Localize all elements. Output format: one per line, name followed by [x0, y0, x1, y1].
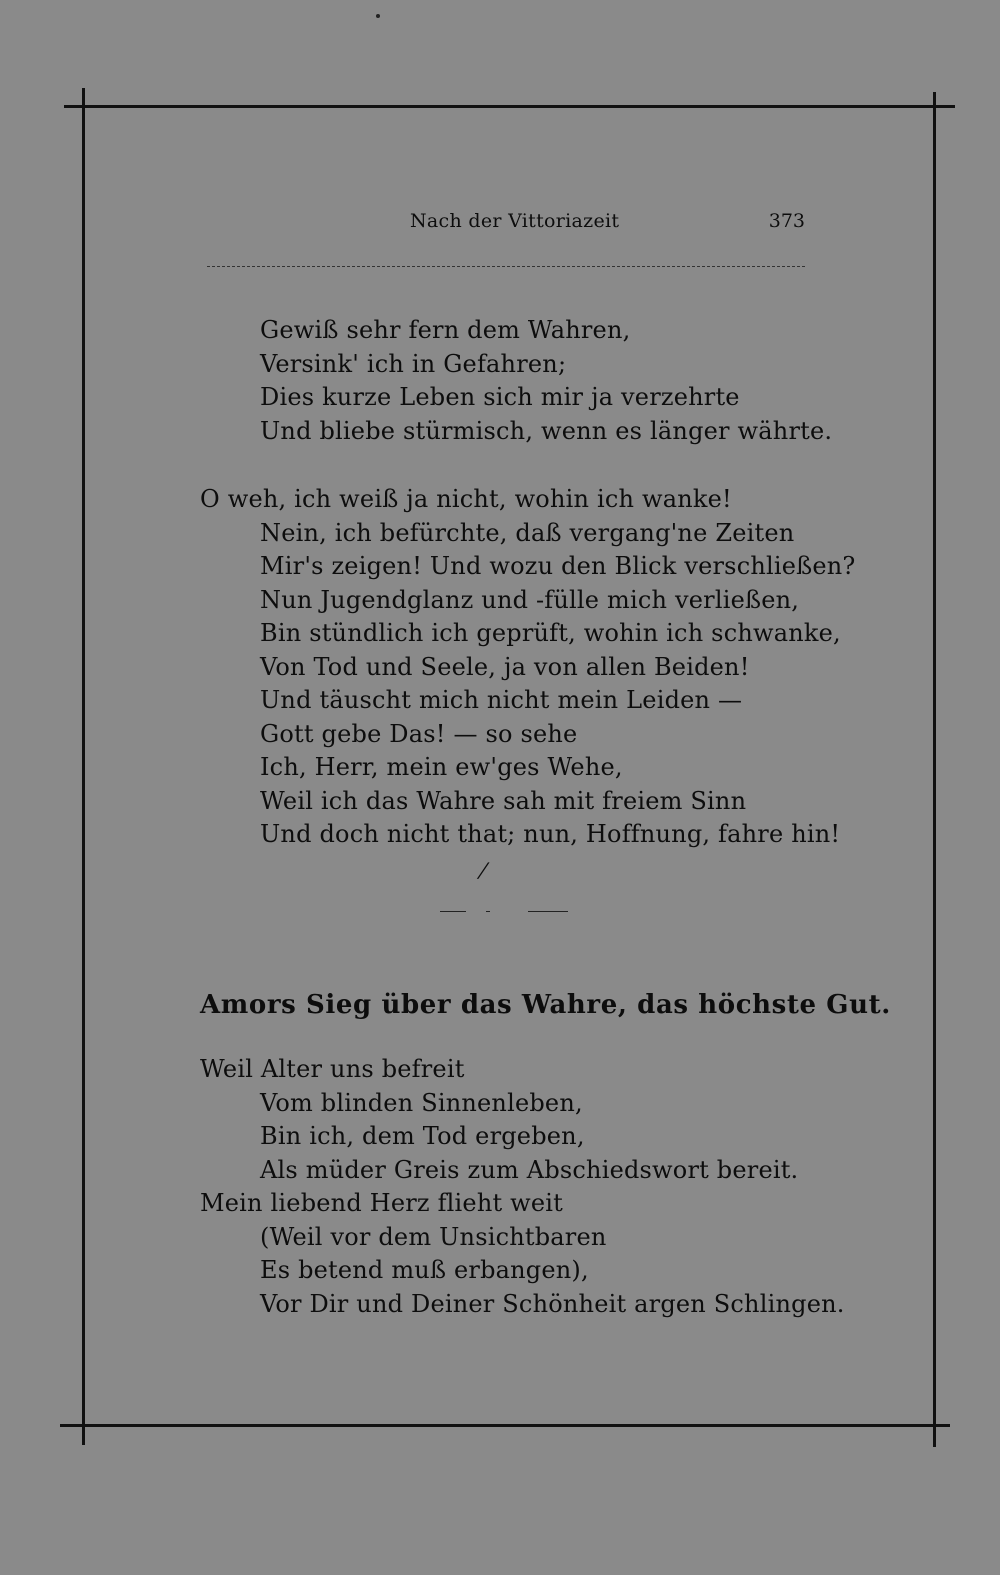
verse-line: (Weil vor dem Unsichtbaren [260, 1222, 607, 1251]
verse-line: Vor Dir und Deiner Schönheit argen Schlingen. [260, 1289, 845, 1318]
verse-line: Bin ich, dem Tod ergeben, [260, 1122, 585, 1150]
frame-top-rule [64, 105, 955, 108]
verse-line: Bin stündlich ich geprüft, wohin ich schwanke, [260, 619, 841, 647]
verse-line: Gott gebe Das! — so sehe [260, 719, 578, 748]
verse-line: Mir's zeigen! Und wozu den Blick verschließen? [260, 552, 856, 580]
verse-line: Gewiß sehr fern dem Wahren, [260, 316, 631, 344]
frame-right-rule [933, 92, 936, 1447]
verse-line: Und bliebe stürmisch, wenn es länger währte. [260, 416, 833, 445]
verse-line: Dies kurze Leben sich mir ja verzehrte [260, 383, 740, 411]
section-ornament-left [440, 911, 466, 912]
verse-line: Von Tod und Seele, ja von allen Beiden! [260, 652, 750, 681]
speck [376, 14, 380, 18]
verse-line: O weh, ich weiß ja nicht, wohin ich wanke! [200, 485, 732, 513]
verse-line: Versink' ich in Gefahren; [260, 349, 567, 378]
frame-bottom-rule [60, 1424, 950, 1427]
verse-line: Vom blinden Sinnenleben, [260, 1088, 583, 1117]
verse-line: Weil Alter uns befreit [200, 1055, 465, 1083]
stanza-3 [200, 1053, 845, 1321]
verse-line: Ich, Herr, mein ew'ges Wehe, [260, 753, 623, 781]
page-number: 373 [768, 210, 805, 232]
verse-line: Und doch nicht that; nun, Hoffnung, fahre hin! [260, 820, 841, 848]
running-title: Nach der Vittoriazeit [410, 210, 620, 232]
verse-line: Weil ich das Wahre sah mit freiem Sinn [260, 786, 747, 815]
stray-mark: / [475, 858, 492, 882]
frame-left-rule [82, 88, 85, 1445]
stanza-2 [200, 483, 856, 852]
poem-title: Amors Sieg über das Wahre, das höchste Gut. [200, 990, 891, 1020]
running-head [205, 210, 805, 240]
verse-line: Mein liebend Herz flieht weit [200, 1189, 564, 1217]
section-ornament-right [528, 911, 568, 912]
stanza-1 [200, 314, 840, 448]
verse-line: Und täuscht mich nicht mein Leiden — [260, 686, 743, 714]
verse-line: Als müder Greis zum Abschiedswort bereit. [260, 1155, 799, 1184]
verse-line: Nein, ich befürchte, daß vergang'ne Zeiten [260, 518, 795, 547]
section-ornament-dot [486, 911, 490, 912]
verse-line: Nun Jugendglanz und -fülle mich verließen, [260, 585, 800, 614]
header-rule [207, 266, 805, 267]
verse-line: Es betend muß erbangen), [260, 1256, 589, 1284]
